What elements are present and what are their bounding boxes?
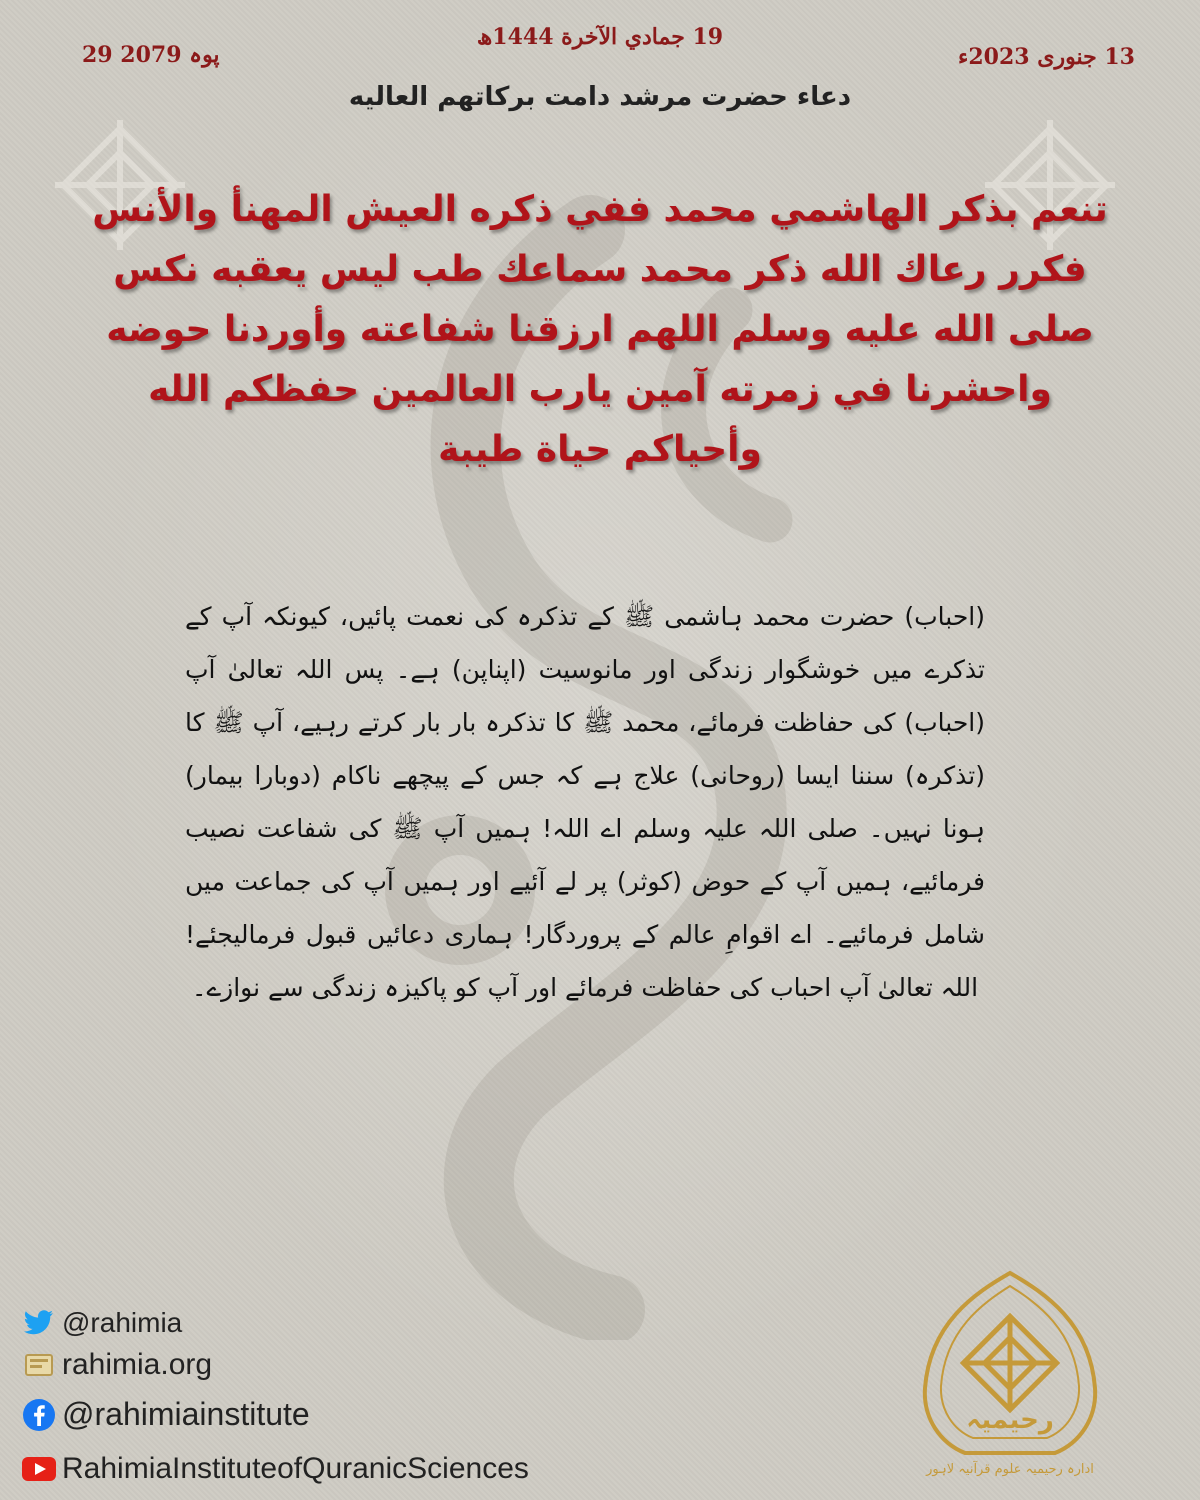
date-bikrami: 29 پوہ 2079 [82,42,220,68]
youtube-icon [22,1452,56,1486]
arabic-dua-text: تنعم بذكر الهاشمي محمد ففي ذكره العيش المهنأ والأنس فكرر رعاك الله ذكر محمد سماعك طب ليس يعقبه نكس صلى الله عليه وسلم اللهم ارزقنا شفاعته وأوردنا حوضه واحشرنا في زمرته آمين يارب العالمين حفظكم الله وأحياكم حياة طيبة [92,189,1108,470]
date-gregorian: 13 جنوری 2023ء [958,44,1135,70]
youtube-link[interactable] [22,1452,529,1486]
website-icon [22,1348,56,1382]
twitter-handle: @rahimia [62,1307,183,1338]
date-hijri: 19 جمادي الآخرة 1444ھ [476,24,724,50]
logo-institute-text: ادارہ رحیمیہ علوم قرآنیہ لاہور [926,1462,1094,1477]
logo-name-text: رحیمیہ [966,1405,1054,1435]
website-link[interactable] [22,1348,212,1382]
twitter-link[interactable] [22,1306,182,1340]
twitter-icon [22,1306,56,1340]
website-url: rahimia.org [62,1348,213,1381]
urdu-translation-text: (احباب) حضرت محمد ہاشمی ﷺ کے تذکرہ کی نعمت پائیں، کیونکہ آپ کے تذکرے میں خوشگوار زندگی اور مانوسیت (اپناپن) ہے۔ پس اللہ تعالیٰ آپ (احباب) کی حفاظت فرمائے، محمد ﷺ کا تذکرہ بار بار کرتے رہیے، آپ ﷺ کا (تذکرہ) سننا ایسا (روحانی) علاج ہے کہ جس کے پیچھے ناکام (دوبارا بیمار) ہونا نہیں۔ صلی اللہ علیہ وسلم اے اللہ! ہمیں آپ ﷺ کی شفاعت نصیب فرمائیے، ہمیں آپ کے حوض (کوثر) پر لے آئیے اور ہمیں آپ کی جماعت میں شامل فرمائیے۔ اے اقوامِ عالم کے پروردگار! ہماری دعائیں قبول فرمالیجئے! اللہ تعالیٰ آپ احباب کی حفاظت فرمائے اور آپ کو پاکیزہ زندگی سے نوازے۔ [185,602,985,1002]
facebook-handle: @rahimiainstitute [62,1396,310,1432]
dua-heading: دعاء حضرت مرشد دامت برکاتهم العاليه [348,82,852,112]
rahimia-institute-logo [905,1268,1115,1483]
facebook-icon [22,1398,56,1432]
facebook-link[interactable] [22,1396,310,1433]
youtube-channel: RahimiaInstituteofQuranicSciences [62,1452,529,1485]
